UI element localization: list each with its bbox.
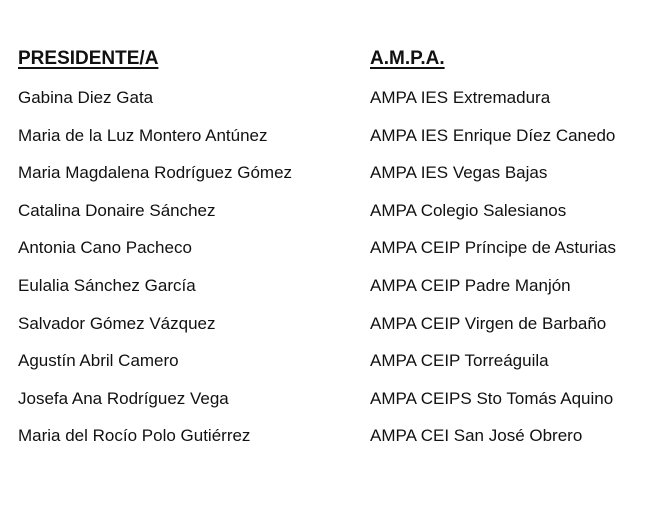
ampa-name: AMPA CEIP Padre Manjón	[370, 275, 571, 295]
table-row	[0, 83, 655, 121]
president-name: Maria de la Luz Montero Antúnez	[18, 125, 268, 145]
table-row	[0, 233, 655, 271]
table-row	[0, 309, 655, 347]
table-row	[0, 196, 655, 234]
president-name: Salvador Gómez Vázquez	[18, 313, 216, 333]
president-name: Maria Magdalena Rodríguez Gómez	[18, 163, 293, 183]
ampa-name: AMPA IES Vegas Bajas	[370, 163, 548, 183]
table-row	[0, 121, 655, 159]
table-row	[0, 271, 655, 309]
president-name: Maria del Rocío Polo Gutiérrez	[18, 426, 251, 446]
president-column-header: PRESIDENTE/A	[18, 48, 159, 69]
table-header	[0, 44, 655, 74]
ampa-name: AMPA IES Enrique Díez Canedo	[370, 125, 616, 145]
ampa-column-header: A.M.P.A.	[370, 48, 445, 69]
president-name: Josefa Ana Rodríguez Vega	[18, 388, 229, 408]
ampa-name: AMPA CEIP Virgen de Barbaño	[370, 313, 607, 333]
table-body	[0, 83, 655, 459]
president-name: Catalina Donaire Sánchez	[18, 200, 216, 220]
table-row	[0, 421, 655, 459]
president-name: Agustín Abril Camero	[18, 351, 179, 371]
ampa-name: AMPA CEIPS Sto Tomás Aquino	[370, 388, 614, 408]
ampa-name: AMPA CEIP Torreáguila	[370, 351, 549, 371]
president-name: Eulalia Sánchez García	[18, 275, 196, 295]
ampa-name: AMPA CEIP Príncipe de Asturias	[370, 238, 616, 258]
ampa-name: AMPA Colegio Salesianos	[370, 200, 567, 220]
ampa-name: AMPA CEI San José Obrero	[370, 426, 583, 446]
president-name: Antonia Cano Pacheco	[18, 238, 192, 258]
table-row	[0, 158, 655, 196]
president-name: Gabina Diez Gata	[18, 88, 154, 107]
table-row	[0, 346, 655, 384]
ampa-name: AMPA IES Extremadura	[370, 88, 551, 107]
table-row	[0, 384, 655, 422]
